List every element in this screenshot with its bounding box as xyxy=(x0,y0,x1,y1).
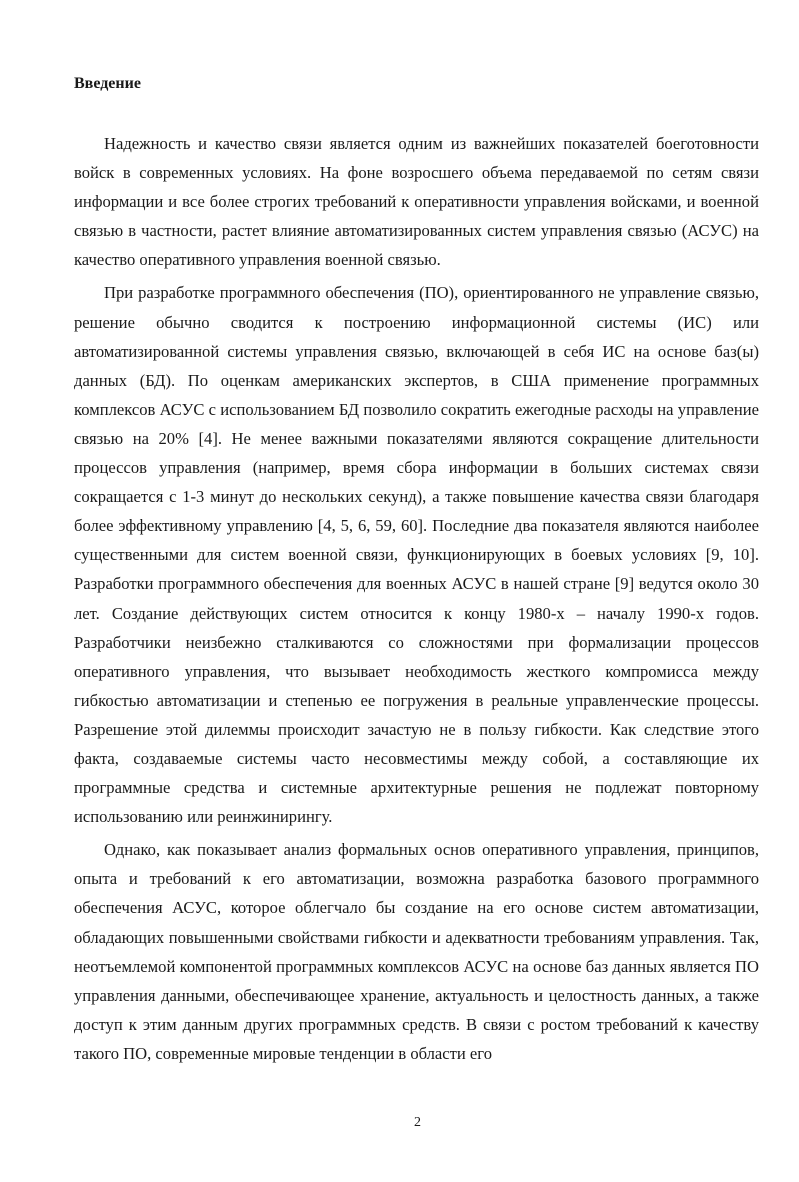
body-text xyxy=(74,129,759,1072)
section-heading: Введение xyxy=(74,75,141,92)
paragraph-1: Надежность и качество связи является одним из важнейших показателей боеготовности войск в современных условиях. На фоне возросшего объема передаваемой по сетям связи информации и все более строгих требований к оперативности управления войсками, и военной связью в частности, растет влияние автоматизированных систем управления связью (АСУС) на качество оперативного управления военной связью. xyxy=(74,134,759,270)
paragraph-3: Однако, как показывает анализ формальных основ оперативного управления, принципов, опыта и требований к его автоматизации, возможна разработка базового программного обеспечения АСУС, которое облегчало бы создание на его основе систем автоматизации, обладающих повышенными свойствами гибкости и адекватности требованиям управления. Так, неотъемлемой компонентой программных комплексов АСУС на основе баз данных является ПО управления данными, обеспечивающее хранение, актуальность и целостность данных, а также доступ к этим данным других программных средств. В связи с ростом требований к качеству такого ПО, современные мировые тенденции в области его xyxy=(74,840,759,1063)
page-number: 2 xyxy=(414,1115,421,1130)
paragraph-2: При разработке программного обеспечения (ПО), ориентированного не управление связью, решение обычно сводится к построению информационной системы (ИС) или автоматизированной системы управления связью, включающей в себя ИС на основе баз(ы) данных (БД). По оценкам американских экспертов, в США применение программных комплексов АСУС с использованием БД позволило сократить ежегодные расходы на управление связью на 20% [4]. Не менее важными показателями являются сокращение длительности процессов управления (например, время сбора информации в больших системах связи сокращается с 1-3 минут до нескольких секунд), а также повышение качества связи благодаря более эффективному управлению [4, 5, 6, 59, 60]. Последние два показателя являются наиболее существенными для систем военной связи, функционирующих в боевых условиях [9, 10]. Разработки программного обеспечения для военных АСУС в нашей стране [9] ведутся около 30 лет. Создание действующих систем относится к концу 1980-х – началу 1990-х годов. Разработчики неизбежно сталкиваются со сложностями при формализации процессов оперативного управления, что вызывает необходимость жесткого компромисса между гибкостью автоматизации и степенью ее погружения в реальные управленческие процессы. Разрешение этой дилеммы происходит зачастую не в пользу гибкости. Как следствие этого факта, создаваемые системы часто несовместимы между собой, а составляющие их программные средства и системные архитектурные решения не подлежат повторному использованию или реинжинирингу. xyxy=(74,283,759,827)
